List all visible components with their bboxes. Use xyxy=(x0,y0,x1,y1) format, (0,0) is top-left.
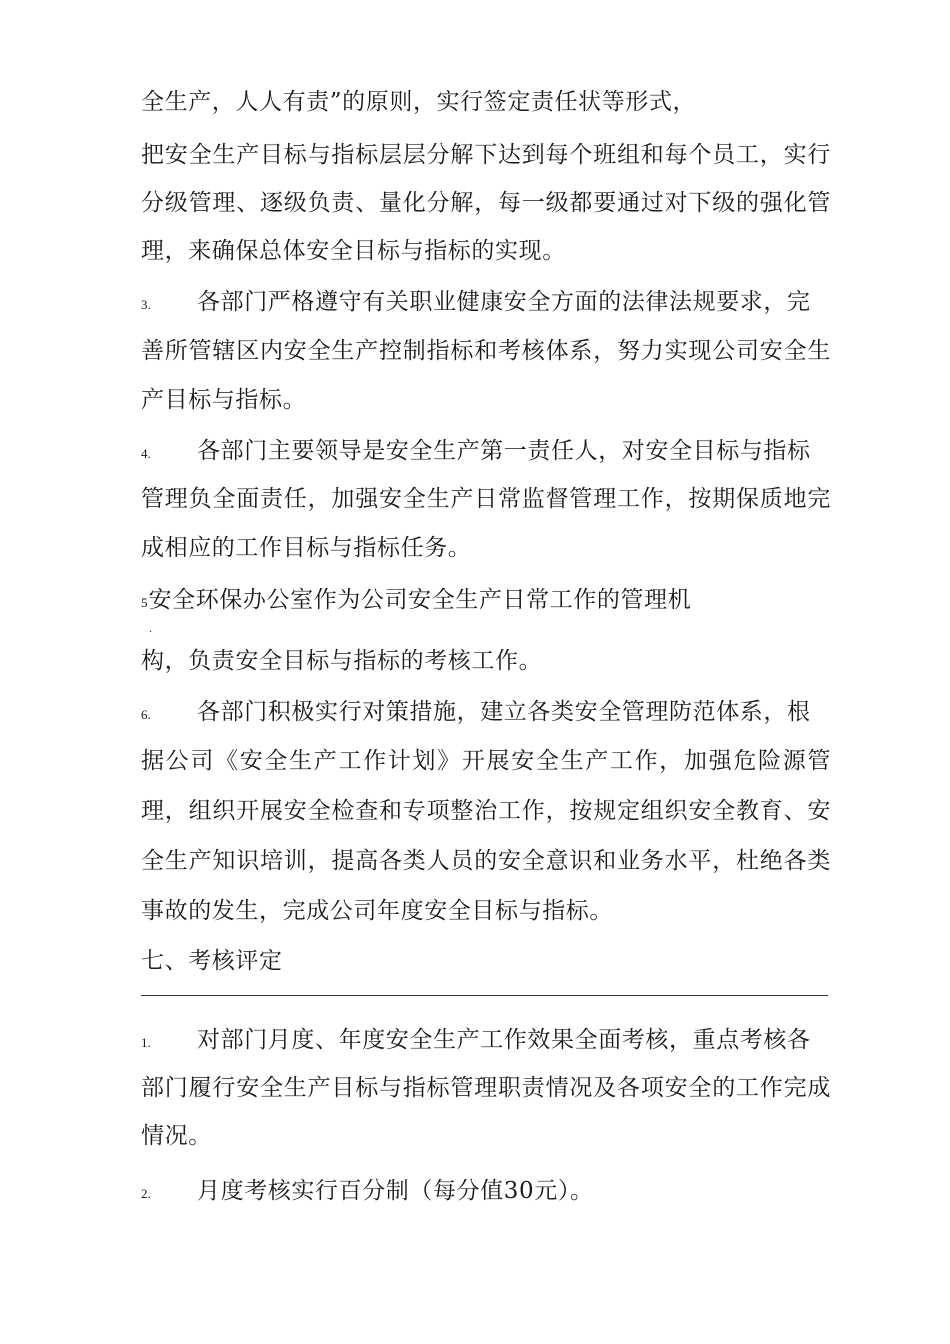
paragraph-line: 理，来确保总体安全目标与指标的实现。 xyxy=(141,238,566,264)
list-item-text: 安全环保办公室作为公司安全生产日常工作的管理机 xyxy=(148,587,692,613)
paragraph-line: 构，负责安全目标与指标的考核工作。 xyxy=(141,648,543,674)
list-item-5-first-line xyxy=(141,585,831,618)
list-item-text: 各部门主要领导是安全生产第一责任人，对安全目标与指标 xyxy=(197,438,811,464)
paragraph-line: 管理负全面责任，加强安全生产日常监督管理工作，按期保质地完 xyxy=(141,486,831,512)
list-number: 6. xyxy=(141,707,151,722)
list-item-text: 各部门严格遵守有关职业健康安全方面的法律法规要求，完 xyxy=(197,289,811,315)
paragraph-line: 据公司《安全生产工作计划》开展安全生产工作，加强危险源管 xyxy=(141,748,831,774)
section-divider xyxy=(141,995,828,996)
list-number: 3. xyxy=(141,297,151,312)
list-item-text: 对部门月度、年度安全生产工作效果全面考核，重点考核各 xyxy=(197,1027,811,1053)
list-number: 4. xyxy=(141,446,151,461)
section-item-1-first-line xyxy=(141,1025,831,1058)
paragraph-line: 事故的发生，完成公司年度安全目标与指标。 xyxy=(141,898,613,924)
paragraph-line: 全生产知识培训，提高各类人员的安全意识和业务水平，杜绝各类 xyxy=(141,848,831,874)
section-heading: 七、考核评定 xyxy=(141,948,283,974)
paragraph-line: 分级管理、逐级负责、量化分解，每一级都要通过对下级的强化管 xyxy=(141,190,831,216)
paragraph-line: 全生产，人人有责”的原则，实行签定责任状等形式， xyxy=(141,89,697,115)
list-item-4-first-line xyxy=(141,436,831,469)
paragraph-line: 情况。 xyxy=(141,1123,212,1149)
list-item-text: 月度考核实行百分制（每分值30元）。 xyxy=(197,1178,594,1204)
list-number: 5 xyxy=(141,595,148,610)
list-number-dot: . xyxy=(149,621,152,635)
paragraph-line: 产目标与指标。 xyxy=(141,387,307,413)
paragraph-line: 把安全生产目标与指标层层分解下达到每个班组和每个员工，实行 xyxy=(141,142,831,168)
list-item-6-first-line xyxy=(141,697,831,730)
section-item-2-first-line xyxy=(141,1176,831,1209)
paragraph-line: 理，组织开展安全检查和专项整治工作，按规定组织安全教育、安 xyxy=(141,798,831,824)
paragraph-line: 部门履行安全生产目标与指标管理职责情况及各项安全的工作完成 xyxy=(141,1075,831,1101)
paragraph-line: 成相应的工作目标与指标任务。 xyxy=(141,535,472,561)
list-number: 1. xyxy=(141,1035,151,1050)
list-item-3-first-line xyxy=(141,287,831,320)
paragraph-line: 善所管辖区内安全生产控制指标和考核体系，努力实现公司安全生 xyxy=(141,338,831,364)
list-item-text: 各部门积极实行对策措施，建立各类安全管理防范体系，根 xyxy=(197,699,811,725)
list-number: 2. xyxy=(141,1186,151,1201)
